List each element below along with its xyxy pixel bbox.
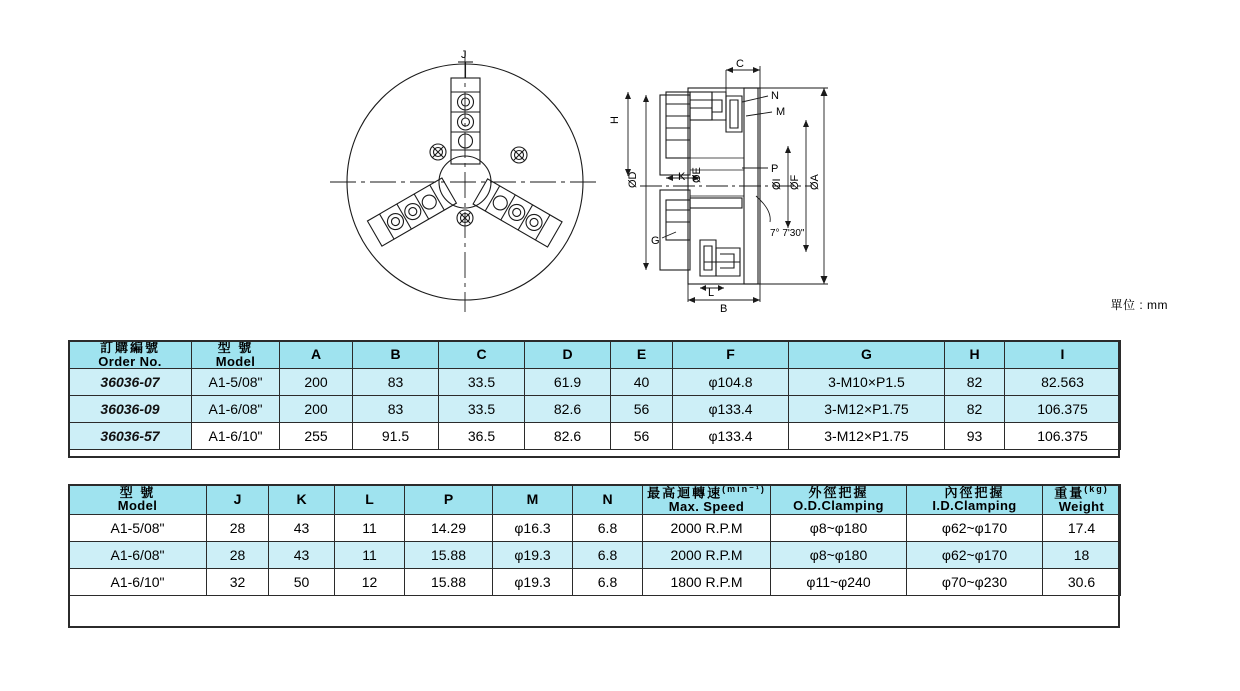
th-model-en: Model [215, 353, 256, 369]
front-view [330, 52, 600, 312]
cell2-id-clamping: φ70~φ230 [907, 568, 1043, 595]
th-f: F [673, 341, 789, 369]
th2-p: P [405, 485, 493, 515]
th2-max-speed-en: Max. Speed [668, 498, 745, 514]
cell-g: 3-M12×P1.75 [789, 423, 945, 450]
cell-g: 3-M10×P1.5 [789, 369, 945, 396]
label-OA: ØA [809, 174, 821, 190]
table-row [69, 514, 1121, 541]
label-C: C [736, 58, 744, 70]
cell2-n: 6.8 [573, 514, 643, 541]
cell-d: 82.6 [525, 423, 611, 450]
label-J: J [461, 49, 467, 61]
cell2-m: φ16.3 [493, 514, 573, 541]
cell-c: 33.5 [439, 396, 525, 423]
dimension-table-2 [68, 484, 1121, 596]
cell-model: A1-5/08" [192, 369, 280, 396]
label-K: K [678, 171, 686, 183]
cell2-id-clamping: φ62~φ170 [907, 541, 1043, 568]
th2-model-cn: 型 號 [119, 484, 156, 500]
th2-max-speed [643, 485, 771, 515]
cell-order-no: 36036-07 [69, 369, 192, 396]
cell-i: 82.563 [1005, 369, 1121, 396]
th-c: C [439, 341, 525, 369]
th-order-no-cn: 訂購編號 [99, 340, 160, 355]
cell-h: 93 [945, 423, 1005, 450]
th-g: G [789, 341, 945, 369]
cell2-max-speed: 2000 R.P.M [643, 514, 771, 541]
cell2-od-clamping: φ8~φ180 [771, 514, 907, 541]
table-row [69, 423, 1121, 450]
cell-b: 91.5 [353, 423, 439, 450]
th2-od-clamping-cn: 外徑把握 [808, 484, 869, 500]
cell2-j: 32 [207, 568, 269, 595]
cell-a: 200 [280, 396, 353, 423]
th2-n: N [573, 485, 643, 515]
cell-order-no: 36036-57 [69, 423, 192, 450]
th2-weight [1043, 485, 1121, 515]
th-model [192, 341, 280, 369]
th-order-no-en: Order No. [98, 353, 162, 369]
cell-i: 106.375 [1005, 396, 1121, 423]
cell2-j: 28 [207, 514, 269, 541]
cell-c: 33.5 [439, 369, 525, 396]
th2-od-clamping-en: O.D.Clamping [793, 498, 884, 514]
cell2-id-clamping: φ62~φ170 [907, 514, 1043, 541]
label-M: M [776, 106, 786, 118]
cell2-od-clamping: φ11~φ240 [771, 568, 907, 595]
cell2-max-speed: 1800 R.P.M [643, 568, 771, 595]
th2-id-clamping-en: I.D.Clamping [932, 498, 1017, 514]
th2-id-clamping [907, 485, 1043, 515]
cell-f: φ133.4 [673, 396, 789, 423]
cell2-od-clamping: φ8~φ180 [771, 541, 907, 568]
cell2-m: φ19.3 [493, 541, 573, 568]
unit-note: 單位 : mm [1110, 298, 1168, 312]
th-order-no [69, 341, 192, 369]
cell-e: 56 [611, 396, 673, 423]
th2-model-en: Model [117, 498, 158, 514]
cell-b: 83 [353, 369, 439, 396]
th-b: B [353, 341, 439, 369]
cell-a: 200 [280, 369, 353, 396]
cell2-max-speed: 2000 R.P.M [643, 541, 771, 568]
cell2-l: 11 [335, 514, 405, 541]
cell-h: 82 [945, 369, 1005, 396]
th2-m: M [493, 485, 573, 515]
th-i: I [1005, 341, 1121, 369]
cell-c: 36.5 [439, 423, 525, 450]
cell2-model: A1-5/08" [69, 514, 207, 541]
cell-model: A1-6/10" [192, 423, 280, 450]
cell-b: 83 [353, 396, 439, 423]
label-L: L [708, 287, 715, 299]
cell2-k: 43 [269, 514, 335, 541]
cell2-p: 14.29 [405, 514, 493, 541]
cell2-model: A1-6/10" [69, 568, 207, 595]
table-row [69, 396, 1121, 423]
table2-header-row [69, 485, 1121, 515]
label-P: P [771, 163, 779, 175]
cell2-p: 15.88 [405, 541, 493, 568]
cell2-model: A1-6/08" [69, 541, 207, 568]
th2-l: L [335, 485, 405, 515]
th2-max-speed-cn: 最高迴轉速$^{(min^{-1})}$ [647, 484, 766, 501]
label-B: B [720, 303, 728, 315]
label-G: G [651, 235, 660, 247]
label-OF: ØF [789, 174, 801, 190]
cell2-n: 6.8 [573, 541, 643, 568]
cell2-l: 11 [335, 541, 405, 568]
table-row [69, 568, 1121, 595]
label-N: N [771, 90, 779, 102]
label-OI: ØI [771, 178, 783, 190]
table-row [69, 541, 1121, 568]
label-angle: 7° 7'30" [770, 228, 805, 239]
label-OE: ØE [691, 167, 703, 183]
cell2-m: φ19.3 [493, 568, 573, 595]
cell2-weight: 30.6 [1043, 568, 1121, 595]
cell-d: 61.9 [525, 369, 611, 396]
cell-i: 106.375 [1005, 423, 1121, 450]
table1-header-row [69, 341, 1121, 369]
cell-d: 82.6 [525, 396, 611, 423]
cell-a: 255 [280, 423, 353, 450]
cell2-k: 43 [269, 541, 335, 568]
cell-e: 56 [611, 423, 673, 450]
cell-g: 3-M12×P1.75 [789, 396, 945, 423]
th2-weight-en: Weight [1058, 498, 1105, 514]
cell2-weight: 17.4 [1043, 514, 1121, 541]
th2-j: J [207, 485, 269, 515]
th2-od-clamping [771, 485, 907, 515]
cell-f: φ133.4 [673, 423, 789, 450]
th2-model [69, 485, 207, 515]
label-H: H [609, 116, 621, 124]
table-row [69, 369, 1121, 396]
cell-f: φ104.8 [673, 369, 789, 396]
th-a: A [280, 341, 353, 369]
th-d: D [525, 341, 611, 369]
dimension-table-1 [68, 340, 1121, 450]
th2-id-clamping-cn: 內徑把握 [944, 484, 1005, 500]
cell2-l: 12 [335, 568, 405, 595]
label-OD: ØD [627, 171, 639, 188]
cell-e: 40 [611, 369, 673, 396]
th-h: H [945, 341, 1005, 369]
th2-weight-cn: 重量$^{(kg)}$ [1054, 484, 1109, 501]
cell2-p: 15.88 [405, 568, 493, 595]
cell-h: 82 [945, 396, 1005, 423]
cell2-n: 6.8 [573, 568, 643, 595]
cell-order-no: 36036-09 [69, 396, 192, 423]
cell-model: A1-6/08" [192, 396, 280, 423]
th-model-cn: 型 號 [217, 340, 254, 355]
cell2-weight: 18 [1043, 541, 1121, 568]
th-e: E [611, 341, 673, 369]
technical-drawing [0, 0, 1240, 320]
cell2-j: 28 [207, 541, 269, 568]
cell2-k: 50 [269, 568, 335, 595]
chuck-drawing-svg [0, 0, 1240, 320]
th2-k: K [269, 485, 335, 515]
